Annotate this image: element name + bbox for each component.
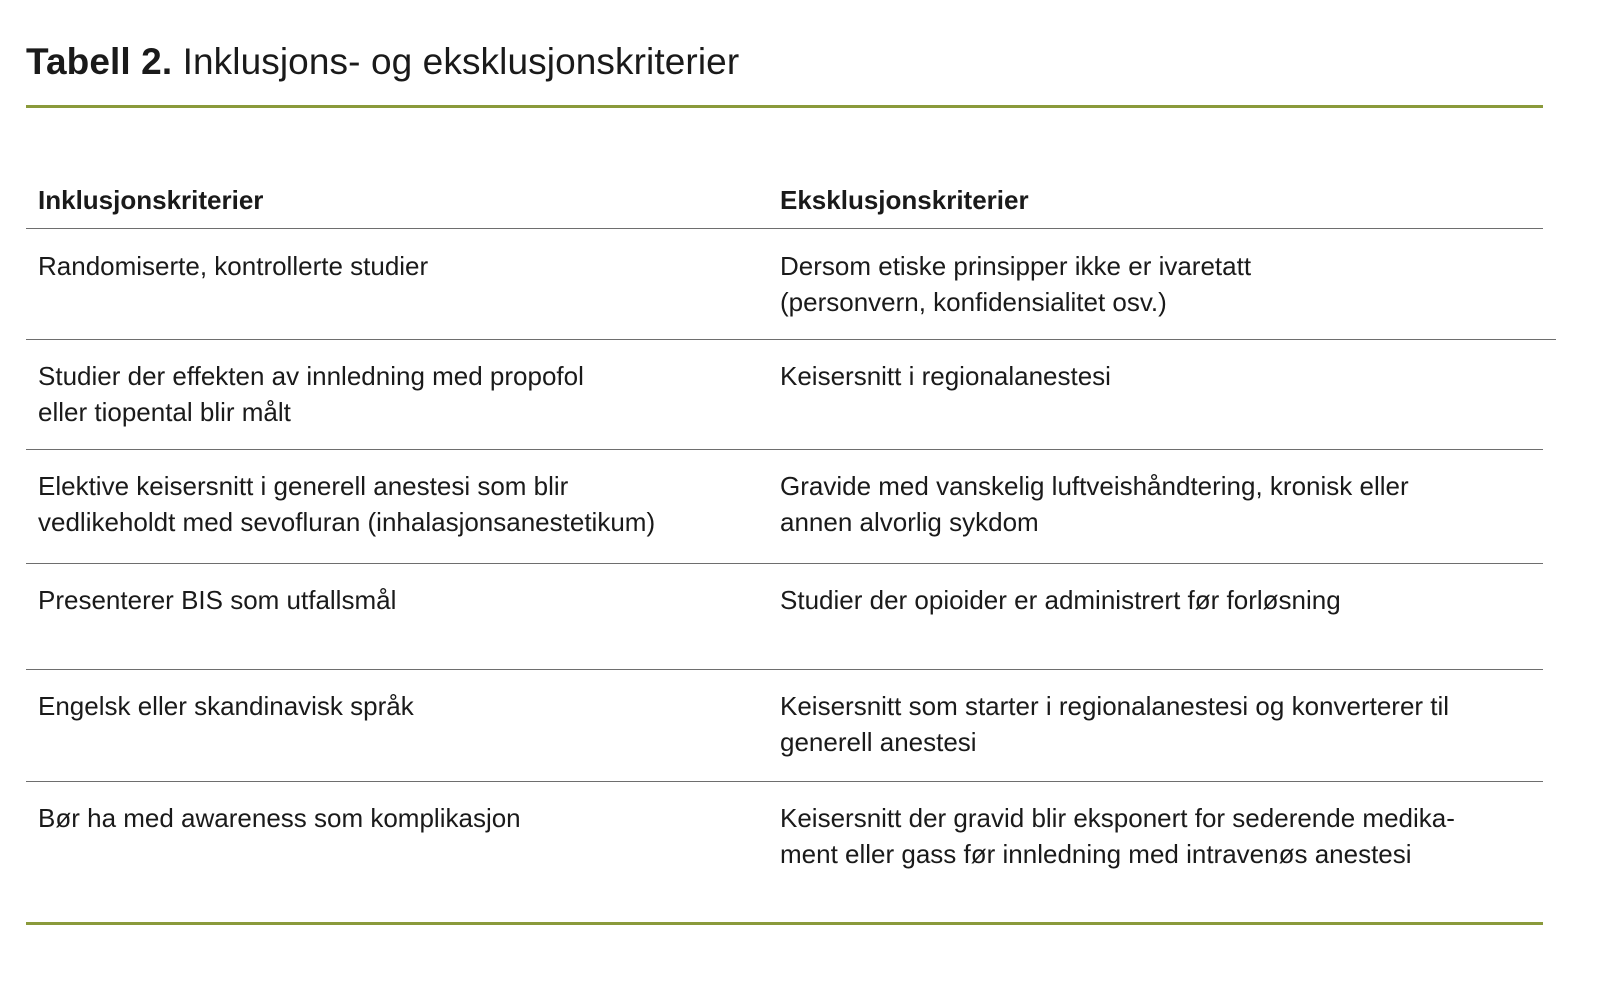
table-row [26, 670, 1543, 782]
table-row [26, 450, 1543, 564]
bottom-accent-rule [26, 922, 1543, 925]
inclusion-cell: Engelsk eller skandinavisk språk [38, 691, 414, 721]
table-row [26, 230, 1556, 340]
inclusion-cell: Randomiserte, kontrollerte studier [38, 251, 429, 281]
exclusion-cell: Dersom etiske prinsipper ikke er ivaretatt (personvern, konfidensialitet osv.) [780, 251, 1252, 317]
table-header-row [26, 182, 1543, 229]
table-caption: Inklusjons- og eksklusjonskriterier [182, 41, 740, 82]
table-row [26, 782, 1543, 902]
table-row [26, 340, 1543, 450]
inclusion-cell: Bør ha med awareness som komplikasjon [38, 803, 521, 833]
exclusion-cell: Keisersnitt i regionalanestesi [780, 361, 1111, 391]
header-exclusion: Eksklusjonskriterier [780, 185, 1029, 215]
top-accent-rule [26, 105, 1543, 108]
table-row [26, 564, 1543, 670]
table-title [26, 38, 739, 86]
table-number: Tabell 2. [26, 41, 173, 82]
exclusion-cell: Gravide med vanskelig luftveishåndtering, kronisk eller annen alvorlig sykdom [780, 471, 1409, 537]
inclusion-cell: Elektive keisersnitt i generell anestesi som blir vedlikeholdt med sevofluran (inhalasjonsanestetikum) [38, 471, 656, 537]
exclusion-cell: Studier der opioider er administrert før forløsning [780, 585, 1341, 615]
inclusion-cell: Studier der effekten av innledning med propofol eller tiopental blir målt [38, 361, 584, 427]
exclusion-cell: Keisersnitt der gravid blir eksponert for sederende medika- ment eller gass før innledning med intravenøs anestesi [780, 803, 1455, 869]
inclusion-cell: Presenterer BIS som utfallsmål [38, 585, 397, 615]
header-inclusion: Inklusjonskriterier [38, 185, 264, 215]
exclusion-cell: Keisersnitt som starter i regionalanestesi og konverterer til generell anestesi [780, 691, 1450, 757]
